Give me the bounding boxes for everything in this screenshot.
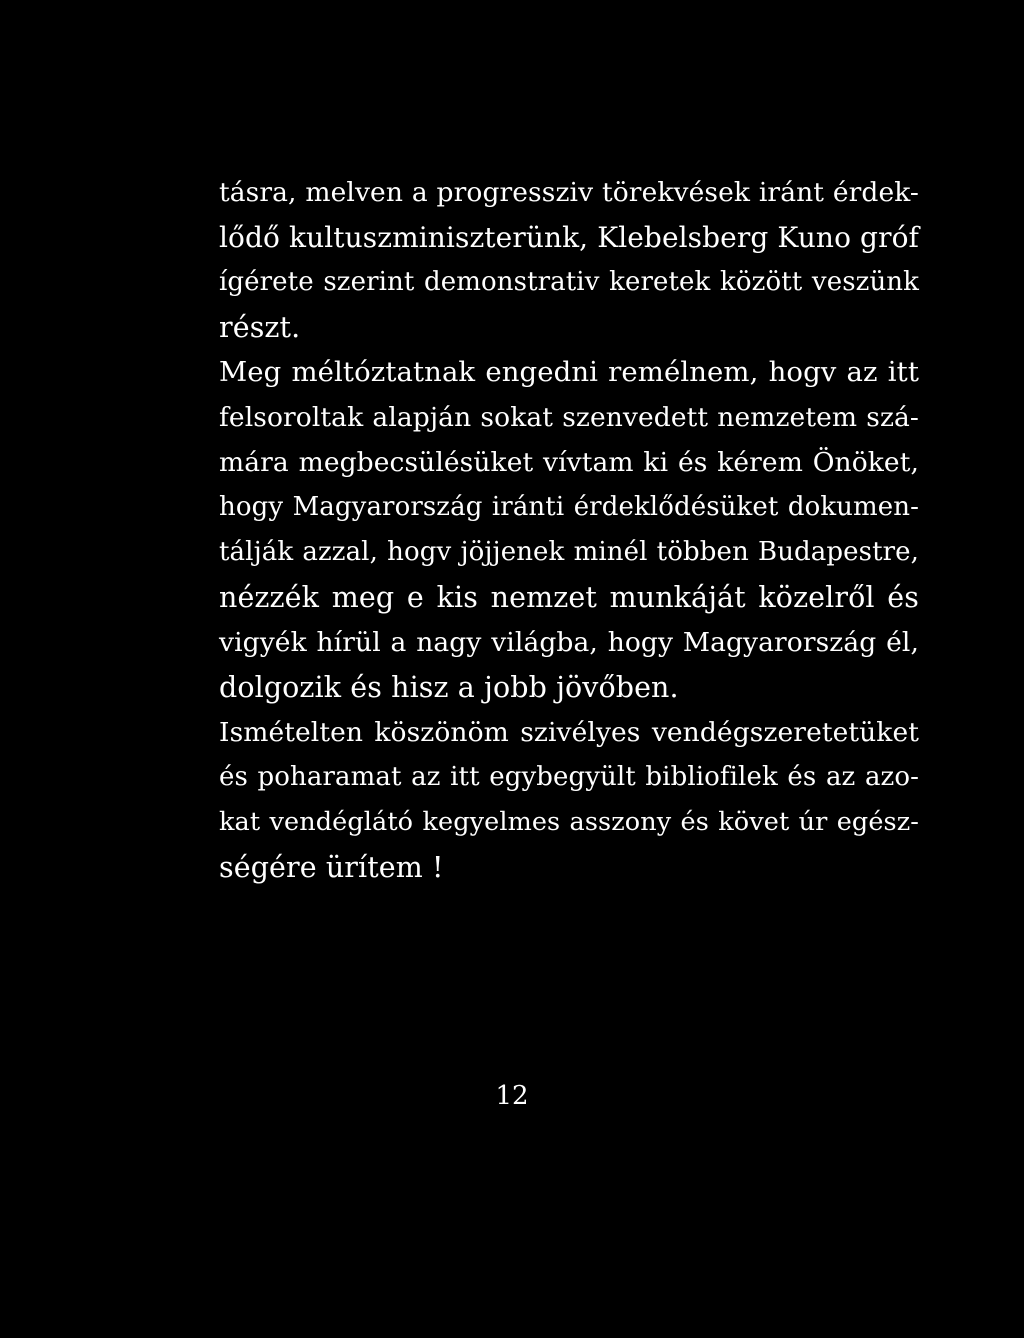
text-line: ígérete szerint demonstrativ keretek között veszünk: [219, 267, 919, 297]
text-line: és poharamat az itt egybegyült bibliofilek és az azo-: [219, 762, 919, 792]
text-line: Ismételten köszönöm szivélyes vendégszeretetüket: [219, 717, 919, 748]
body-text: [219, 170, 919, 890]
paragraph-1: [219, 170, 919, 350]
text-line: hogy Magyarország iránti érdeklődésüket dokumen-: [219, 492, 919, 522]
text-line: tásra, melven a progressziv törekvések iránt érdek-: [219, 177, 919, 208]
page-number: 12: [495, 1081, 529, 1111]
text-line: vigyék hírül a nagy világba, hogy Magyarország él,: [219, 627, 919, 658]
text-line: tálják azzal, hogv jöjjenek minél többen Budapestre,: [219, 537, 919, 567]
paragraph-3: [219, 710, 919, 890]
text-line: részt.: [219, 311, 301, 344]
text-line: felsoroltak alapján sokat szenvedett nemzetem szá-: [219, 402, 919, 433]
text-line: nézzék meg e kis nemzet munkáját közelről és: [219, 581, 919, 614]
text-line: ségére ürítem !: [219, 851, 444, 884]
text-line: Meg méltóztatnak engedni remélnem, hogv az itt: [219, 356, 919, 388]
text-line: dolgozik és hisz a jobb jövőben.: [219, 671, 679, 704]
text-line: kat vendéglátó kegyelmes asszony és követ úr egész-: [219, 807, 919, 837]
paragraph-2: [219, 350, 919, 710]
text-line: mára megbecsülésüket vívtam ki és kérem Önöket,: [219, 447, 919, 478]
text-line: lődő kultuszminiszterünk, Klebelsberg Kuno gróf: [219, 221, 919, 254]
